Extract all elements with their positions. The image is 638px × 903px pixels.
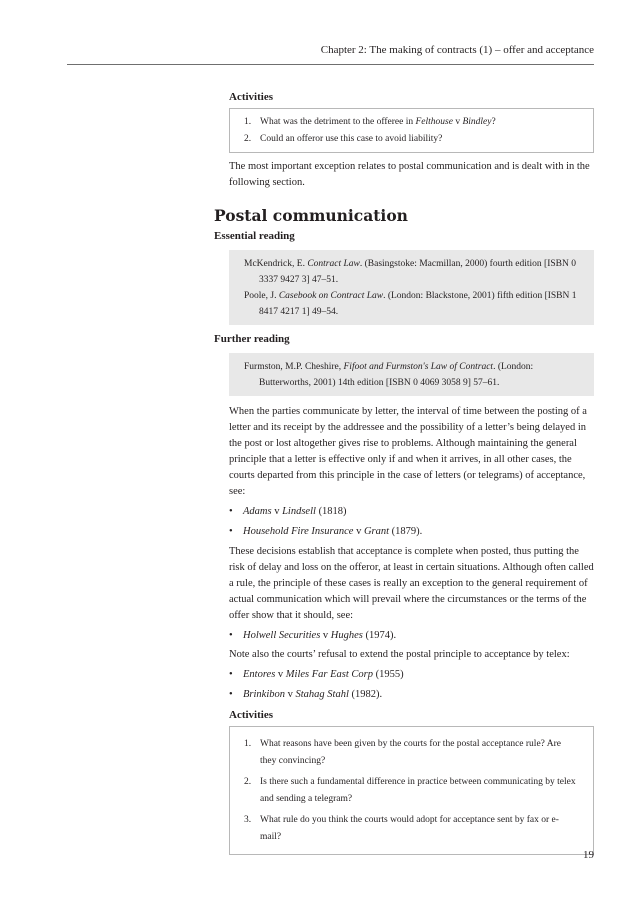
reference-author: Poole, J. [244, 291, 279, 301]
bullet-mark: • [229, 506, 233, 517]
reference-author: McKendrick, E. [244, 259, 308, 269]
case-name: Miles Far East Corp [285, 669, 373, 680]
case-year: (1974). [362, 630, 397, 641]
activity-item [244, 115, 579, 130]
case-bullet [229, 628, 594, 644]
case-name: Stahag Stahl [295, 689, 349, 700]
further-reading-heading: Further reading [214, 333, 290, 345]
reference-author: Furmston, M.P. Cheshire, [244, 362, 344, 372]
paragraph: These decisions establish that acceptance is complete when posted, thus putting the risk of delay and loss on the offeror, at least in certain situations. Although often called a rule, the principle of these cases is really an exception to the general requirement of actual communication which will prevail where the circumstances or the terms of the offer show that it should, see: [229, 546, 594, 621]
book-title: Casebook on Contract Law [278, 291, 384, 301]
case-year: (1955) [373, 669, 404, 680]
case-name: Felthouse [415, 117, 453, 127]
activities-heading: Activities [229, 91, 273, 103]
main-content [214, 86, 594, 855]
case-name: Hughes [330, 630, 363, 641]
paragraph: When the parties communicate by letter, the interval of time between the posting of a letter and its receipt by the addressee and the possibility of a letter’s being delayed in the post or lost altogether gives rise to problems. Although maintaining the general principle that a letter is effective only if and when it arrives, in all other cases, the courts departed from this principle in the case of letters (or telegrams) of acceptance, see: [229, 406, 587, 497]
case-name: Brinkibon [243, 689, 285, 700]
paragraph: Note also the courts’ refusal to extend the postal principle to acceptance by telex: [229, 649, 570, 660]
activity-number: 1. [244, 739, 252, 749]
case-name: Adams [243, 506, 272, 517]
case-bullet [229, 524, 594, 540]
versus: v [285, 689, 296, 700]
activities-box [229, 726, 594, 855]
versus: v [275, 669, 286, 680]
case-year: (1982). [348, 689, 383, 700]
reference-details: . (Basingstoke: Macmillan, 2000) fourth edition [ISBN 0 3337 9427 3] 47–51. [259, 259, 576, 285]
page-number: 19 [583, 849, 594, 861]
case-name: Grant [363, 526, 390, 537]
activity-text: What rule do you think the courts would adopt for acceptance sent by fax or e-mail? [260, 815, 559, 842]
case-name: Holwell Securities [243, 630, 321, 641]
bullet-mark: • [229, 669, 233, 680]
reference-details: . (London: Blackstone, 2001) fifth edition [ISBN 1 8417 4217 1] 49–54. [259, 291, 577, 317]
reference [244, 288, 578, 320]
activity-text: Could an offeror use this case to avoid liability? [260, 134, 443, 144]
case-name: Entores [243, 669, 276, 680]
case-name: Household Fire Insurance [243, 526, 354, 537]
bullet-mark: • [229, 689, 233, 700]
reference [244, 359, 578, 391]
activity-item [244, 736, 579, 770]
activity-item [244, 132, 579, 147]
header-rule [67, 64, 594, 65]
activities-heading: Activities [229, 709, 273, 721]
further-reading-box [229, 353, 594, 396]
reference [244, 256, 578, 288]
case-year: (1879). [389, 526, 423, 537]
case-name: Lindsell [282, 506, 316, 517]
case-name: Bindley [462, 117, 492, 127]
versus: v [452, 117, 463, 127]
versus: v [320, 630, 331, 641]
running-header: Chapter 2: The making of contracts (1) – offer and acceptance [320, 44, 594, 56]
bullet-mark: • [229, 630, 233, 641]
case-bullet [229, 504, 594, 520]
reference-details: . (London: Butterworths, 2001) 14th edition [ISBN 0 4069 3058 9] 57–61. [259, 362, 534, 388]
activity-text: What reasons have been given by the courts for the postal acceptance rule? Are they convincing? [260, 739, 561, 766]
activity-number: 3. [244, 815, 252, 825]
activity-text: Is there such a fundamental difference in practice between communicating by telex and sending a telegram? [260, 777, 576, 804]
case-bullet [229, 687, 594, 703]
paragraph: The most important exception relates to postal communication and is dealt with in the following section. [229, 161, 590, 188]
activity-number: 2. [244, 777, 252, 787]
bullet-mark: • [229, 526, 233, 537]
activity-text: ? [491, 117, 496, 127]
book-title: Contract Law [307, 259, 360, 269]
activity-number: 2. [244, 134, 252, 144]
case-year: (1818) [315, 506, 347, 517]
versus: v [353, 526, 364, 537]
activity-text: What was the detriment to the offeree in [260, 117, 416, 127]
activity-number: 1. [244, 117, 252, 127]
section-title: Postal communication [214, 206, 408, 225]
case-bullet [229, 667, 594, 683]
book-title: Fifoot and Furmston's Law of Contract [343, 362, 494, 372]
activity-item [244, 774, 579, 808]
activities-box [229, 108, 594, 153]
versus: v [271, 506, 283, 517]
essential-reading-heading: Essential reading [214, 230, 295, 242]
essential-reading-box [229, 250, 594, 325]
activity-item [244, 812, 579, 846]
